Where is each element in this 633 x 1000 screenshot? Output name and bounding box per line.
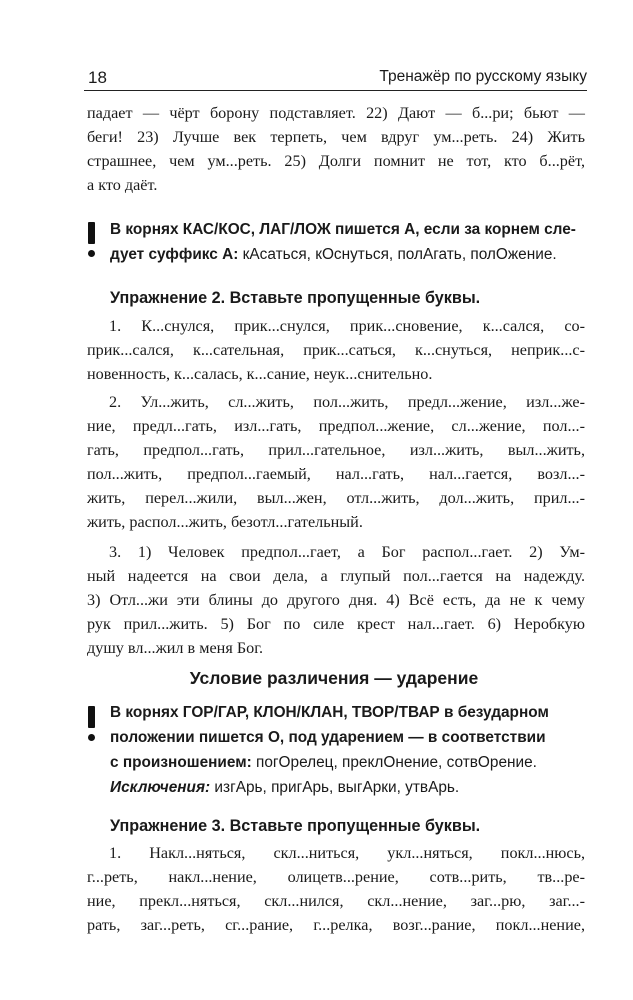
text-line: жить, перел...жили, выл...жен, отл...жить, дол...жить, прил...- xyxy=(87,489,585,507)
rule-line: дует суффикс А: кАсаться, кОснуться, полАгать, полОжение. xyxy=(110,246,557,263)
text-line: страшнее, чем ум...реть. 25) Долги помнит не тот, кто б...рёт, xyxy=(87,152,585,170)
text-line: 3. 1) Человек предпол...гает, а Бог распол...гает. 2) Ум- xyxy=(109,543,585,561)
rule-box-1 xyxy=(110,217,588,267)
exercise-3-title: Упражнение 3. Вставьте пропущенные буквы. xyxy=(110,817,481,835)
rule-line: с произношением: погОрелец, преклОнение, сотвОрение. xyxy=(110,754,537,771)
text-line: рать, заг...реть, сг...рание, г...релка, возг...рание, покл...нение, xyxy=(87,916,585,934)
exercise-3-part-1 xyxy=(87,841,585,937)
text-line: 1. Накл...няться, скл...ниться, укл...няться, покл...нюсь, xyxy=(109,844,585,862)
text-line: 2. Ул...жить, сл...жить, пол...жить, предл...жение, изл...же- xyxy=(109,393,585,411)
text-line: ние, предл...гать, изл...гать, предпол...жение, сл...жение, пол...- xyxy=(87,417,585,435)
exercise-2-part-2 xyxy=(87,390,585,534)
text-line: новенность, к...салась, к...сание, неук...снительно. xyxy=(87,365,433,383)
rule-box-2 xyxy=(110,700,588,800)
rule-line: В корнях КАС/КОС, ЛАГ/ЛОЖ пишется А, если за корнем сле- xyxy=(110,221,576,238)
exercise-2-title: Упражнение 2. Вставьте пропущенные буквы. xyxy=(110,289,481,307)
section-title: Условие различения — ударение xyxy=(189,668,479,688)
text-line: душу вл...жил в меня Бог. xyxy=(87,639,264,657)
text-line: ный надеется на свои дела, а глупый пол...гается на надежду. xyxy=(87,567,585,585)
exercise-2-part-3 xyxy=(87,540,585,660)
exercise-2-part-1 xyxy=(87,314,585,386)
text-line: жить, распол...жить, безотл...гательный. xyxy=(87,513,363,531)
text-line: падает — чёрт борону подставляет. 22) Дают — б...ри; бьют — xyxy=(87,104,585,122)
text-line: ние, прекл...няться, скл...нился, скл...нение, заг...рю, заг...- xyxy=(87,892,585,910)
rule-line: положении пишется О, под ударением — в соответствии xyxy=(110,729,546,746)
text-line: прик...сался, к...сательная, прик...саться, к...снуться, неприк...с- xyxy=(87,341,585,359)
exceptions-line: Исключения: изгАрь, пригАрь, выгАрки, утвАрь. xyxy=(110,779,460,796)
text-line: 1. К...снулся, прик...снулся, прик...сновение, к...сался, со- xyxy=(109,317,585,335)
page-number: 18 xyxy=(88,68,107,87)
rule-line: В корнях ГОР/ГАР, КЛОН/КЛАН, ТВОР/ТВАР в безударном xyxy=(110,704,549,721)
text-line: пол...жить, предпол...гаемый, нал...гать, нал...гается, возл...- xyxy=(87,465,585,483)
running-title: Тренажёр по русскому языку xyxy=(379,68,587,85)
text-line: а кто даёт. xyxy=(87,176,158,194)
text-line: гать, предпол...гать, прил...гательное, изл...жить, выл...жить, xyxy=(87,441,585,459)
text-line: 3) Отл...жи эти блины до другого дня. 4) Всё есть, да не к чему xyxy=(87,591,585,609)
text-line: рук прил...жить. 5) Бог по силе крест нал...гает. 6) Неробкую xyxy=(87,615,585,633)
intro-paragraph xyxy=(87,101,585,197)
page-header xyxy=(84,60,587,91)
text-line: г...реть, накл...нение, олицетв...рение, сотв...рить, тв...ре- xyxy=(87,868,585,886)
text-line: беги! 23) Лучше век терпеть, чем вдруг ум...реть. 24) Жить xyxy=(87,128,585,146)
